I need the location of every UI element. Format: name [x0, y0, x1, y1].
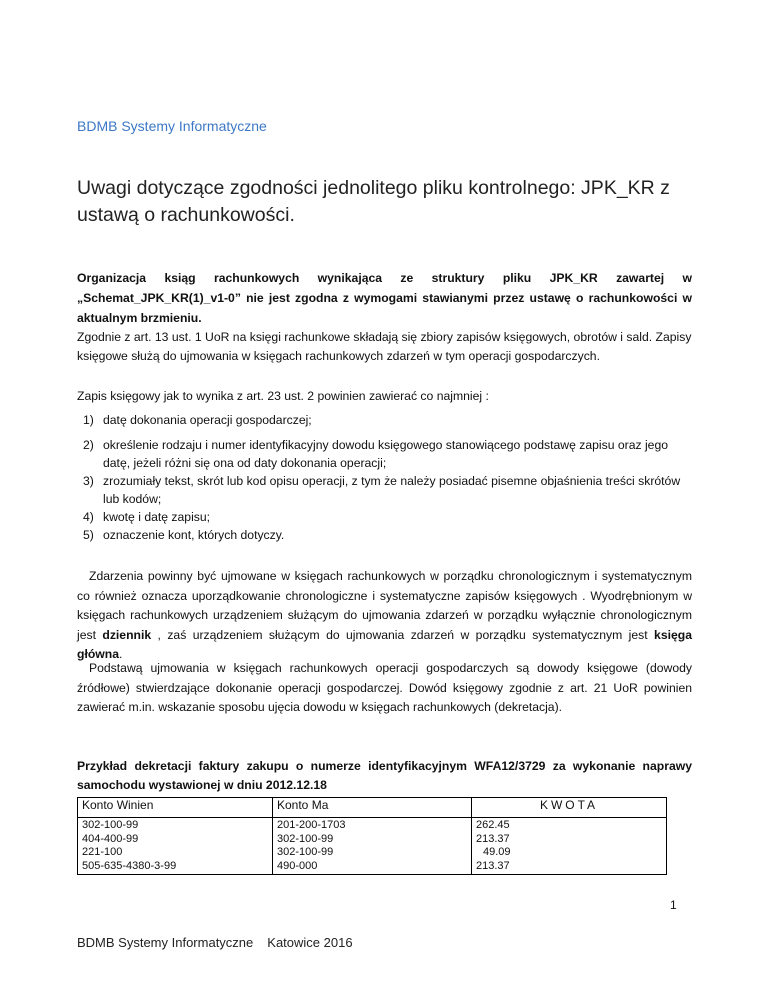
column-header-debit: Konto Winien	[78, 798, 273, 818]
amounts-cell: 262.45 213.37 49.09 213.37	[472, 818, 667, 875]
column-header-amount: KWOTA	[472, 798, 667, 818]
list-item: 1) datę dokonania operacji gospodarczej;	[83, 413, 312, 427]
debit-accounts-cell: 302-100-99 404-400-99 221-100 505-635-4380-3-99	[78, 818, 273, 875]
page-number: 1	[670, 898, 677, 912]
term-ksiega-glowna: księga główna	[77, 627, 692, 661]
credit-accounts-cell: 201-200-1703 302-100-99 302-100-99 490-000	[273, 818, 472, 875]
paragraph-source-documents: Podstawą ujmowania w księgach rachunkowych operacji gospodarczych są dowody księgowe (dowody źródłowe) stwierdzające dokonanie operacji gospodarczej. Dowód księgowy zgodnie z art. 21 UoR powinien zawierać m.in. wskazanie sposobu ujęcia dowodu w księgach rachunkowych (dekretacja).	[77, 661, 692, 714]
paragraph-entry-requirements: Zapis księgowy jak to wynika z art. 23 ust. 2 powinien zawierać co najmniej :	[77, 389, 489, 403]
footer-city-year: Katowice 2016	[267, 935, 353, 950]
list-item: 5) oznaczenie kont, których dotyczy.	[83, 528, 285, 542]
example-title: Przykład dekretacji faktury zakupu o numerze identyfikacyjnym WFA12/3729 za wykonanie naprawy samochodu wystawionej w dniu 2012.12.18	[77, 759, 692, 792]
list-item: 3) zrozumiały tekst, skrót lub kod opisu operacji, z tym że należy posiadać pisemne objaśnienia treści skrótów lub kodów;	[83, 474, 681, 506]
table-row	[78, 818, 667, 875]
table-header-row	[78, 798, 667, 818]
footer	[77, 935, 353, 950]
header-company: BDMB Systemy Informatyczne	[77, 118, 267, 134]
document-title: Uwagi dotyczące zgodności jednolitego pliku kontrolnego: JPK_KR z ustawą o rachunkowości.	[77, 177, 670, 226]
requirements-list	[77, 411, 692, 544]
list-item: 4) kwotę i datę zapisu;	[83, 510, 211, 524]
column-header-credit: Konto Ma	[273, 798, 472, 818]
list-item: 2) określenie rodzaju i numer identyfikacyjny dowodu księgowego stanowiącego podstawę zapisu oraz jego datę, jeżeli różni się ona od daty dokonania operacji;	[83, 438, 669, 470]
footer-company: BDMB Systemy Informatyczne	[77, 935, 254, 950]
intro-paragraph: Organizacja ksiąg rachunkowych wynikająca ze struktury pliku JPK_KR zawartej w „Schemat_JPK_KR(1)_v1-0” nie jest zgodna z wymogami stawianymi przez ustawę o rachunkowości w aktualnym brzmieniu.	[77, 271, 692, 325]
term-dziennik: dziennik	[102, 627, 152, 642]
paragraph-chronological-order: Zdarzenia powinny być ujmowane w księgach rachunkowych w porządku chronologicznym i systematycznym co również oznacza uporządkowanie chronologiczne i systematyczne zapisów księgowych . Wyodrębnionym w księgach rachunkowych urządzeniem służącym do ujmowania zdarzeń w porządku wyłącznie chronologicznym jest dziennik , zaś urządzeniem służącym do ujmowania zdarzeń w porządku systematycznym jest księga główna.	[77, 569, 692, 661]
paragraph-accounting-books: Zgodnie z art. 13 ust. 1 UoR na księgi rachunkowe składają się zbiory zapisów księgowych, obrotów i sald. Zapisy księgowe służą do ujmowania w księgach rachunkowych zdarzeń w tym operacji gospodarczych.	[77, 330, 692, 363]
ledger-table	[77, 797, 667, 875]
